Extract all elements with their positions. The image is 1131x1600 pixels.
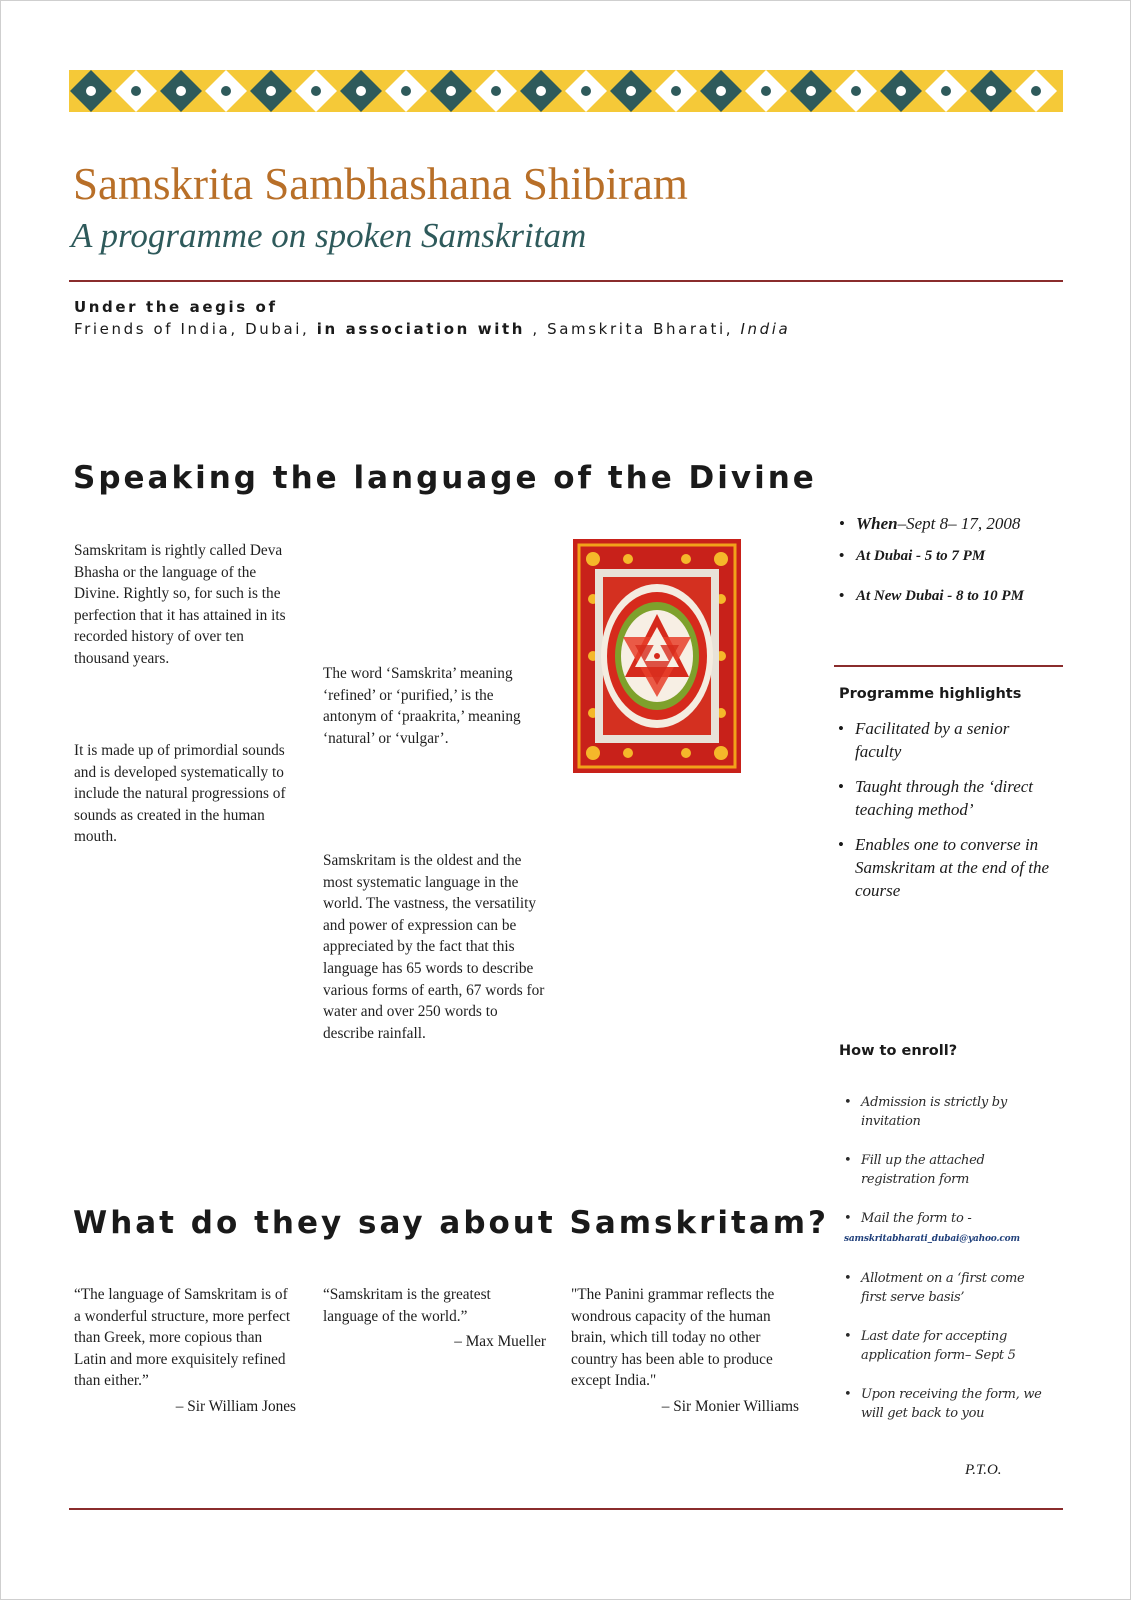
highlight-item: • Facilitated by a senior faculty [855,717,1055,763]
when-label: When [856,514,898,533]
page-subtitle: A programme on spoken Samskritam [71,216,587,255]
diamond-dot-icon [176,86,186,96]
diamond-dot-icon [221,86,231,96]
diamond-dot-icon [266,86,276,96]
pto-note: P.T.O. [965,1462,1002,1478]
schedule-new-dubai: • At New Dubai - 8 to 10 PM [856,586,1036,606]
diamond-dot-icon [626,86,636,96]
diamond-dot-icon [941,86,951,96]
partner-country: India [740,320,791,338]
decorative-diamond-band [69,70,1063,112]
organizer-name: Friends of India, Dubai, [74,320,310,338]
highlight-item: • Taught through the ‘direct teaching method’ [855,775,1055,821]
enroll-mail-text: Mail the form to - [861,1211,972,1226]
paragraph-primordial-sounds: It is made up of primordial sounds and is developed systematically to include the natural progressions of sounds as created in the human mouth. [74,742,286,846]
quote-text: “Samskritam is the greatest language of the world.” [323,1286,491,1325]
quote-text: "The Panini grammar reflects the wondrous capacity of the human brain, which till today no other country has been able to produce except India." [571,1286,775,1390]
enroll-item [844,1209,1046,1249]
quote-text: “The language of Samskritam is of a wonderful structure, more perfect than Greek, more copious than Latin and more exquisitely refined than either.” [74,1286,291,1390]
enroll-item: • Upon receiving the form, we will get back to you [861,1385,1046,1423]
sri-yantra-mandala-icon [573,539,741,773]
schedule-dubai: • At Dubai - 5 to 7 PM [856,546,1056,566]
section-heading-quotes: What do they say about Samskritam? [73,1205,830,1241]
enroll-heading: How to enroll? [839,1043,958,1059]
enroll-item: • Fill up the attached registration form [861,1151,1046,1189]
enroll-item: • Last date for accepting application form– Sept 5 [861,1327,1046,1365]
association-label: in association with [316,320,526,338]
diamond-dot-icon [446,86,456,96]
partner-name: , Samskrita Bharati, [532,320,734,338]
diamond-dot-icon [851,86,861,96]
quote-author: – Sir Monier Williams [661,1397,799,1415]
diamond-dot-icon [491,86,501,96]
schedule-when [856,514,1056,534]
diamond-dot-icon [986,86,996,96]
section-heading-divine: Speaking the language of the Divine [73,460,817,496]
when-value: –Sept 8– 17, 2008 [897,514,1021,533]
highlights-heading: Programme highlights [839,686,1022,702]
diamond-dot-icon [401,86,411,96]
diamond-dot-icon [806,86,816,96]
quote-author: – Max Mueller [454,1333,546,1351]
page-title: Samskrita Sambhashana Shibiram [73,159,688,209]
paragraph-samskrita-meaning: The word ‘Samskrita’ meaning ‘refined’ or ‘purified,’ is the antonym of ‘praakrita,’ meaning ‘natural’ or ‘vulgar’. [323,665,521,747]
highlights-list [855,717,1055,902]
diamond-dot-icon [671,86,681,96]
schedule-list [856,514,1056,606]
highlight-item: • Enables one to converse in Samskritam at the end of the course [855,833,1055,902]
diamond-dot-icon [581,86,591,96]
diamond-dot-icon [131,86,141,96]
enroll-item: • Admission is strictly by invitation [861,1093,1046,1131]
footer-divider [69,1508,1063,1510]
diamond-dot-icon [896,86,906,96]
paragraph-deva-bhasha: Samskritam is rightly called Deva Bhasha or the language of the Divine. Rightly so, for such is the perfection that it has attained in its recorded history of over ten thousand years. [74,542,286,667]
enroll-list [844,1093,1046,1423]
enroll-email-link[interactable]: samskritabharati_dubai@yahoo.com [844,1234,1020,1244]
diamond-dot-icon [761,86,771,96]
diamond-dot-icon [1031,86,1041,96]
diamond-dot-icon [356,86,366,96]
quote-block-jones [74,1284,296,1416]
diamond-dot-icon [716,86,726,96]
aegis-label: Under the aegis of [74,298,278,316]
quote-block-williams [571,1284,799,1416]
diamond-dot-icon [536,86,546,96]
quote-block-mueller [323,1284,546,1351]
diamond-dot-icon [311,86,321,96]
paragraph-oldest-language: Samskritam is the oldest and the most systematic language in the world. The vastness, the versatility and power of expression can be appreciated by the fact that this language has 65 words to describe various forms of earth, 67 words for water and over 250 words to describe rainfall. [323,852,545,1042]
quote-author: – Sir William Jones [175,1397,296,1415]
sidebar-divider [834,665,1063,667]
enroll-item: • Allotment on a ‘first come first serve basis’ [861,1269,1046,1307]
aegis-block [74,296,790,340]
diamond-dot-icon [86,86,96,96]
divider [69,280,1063,282]
